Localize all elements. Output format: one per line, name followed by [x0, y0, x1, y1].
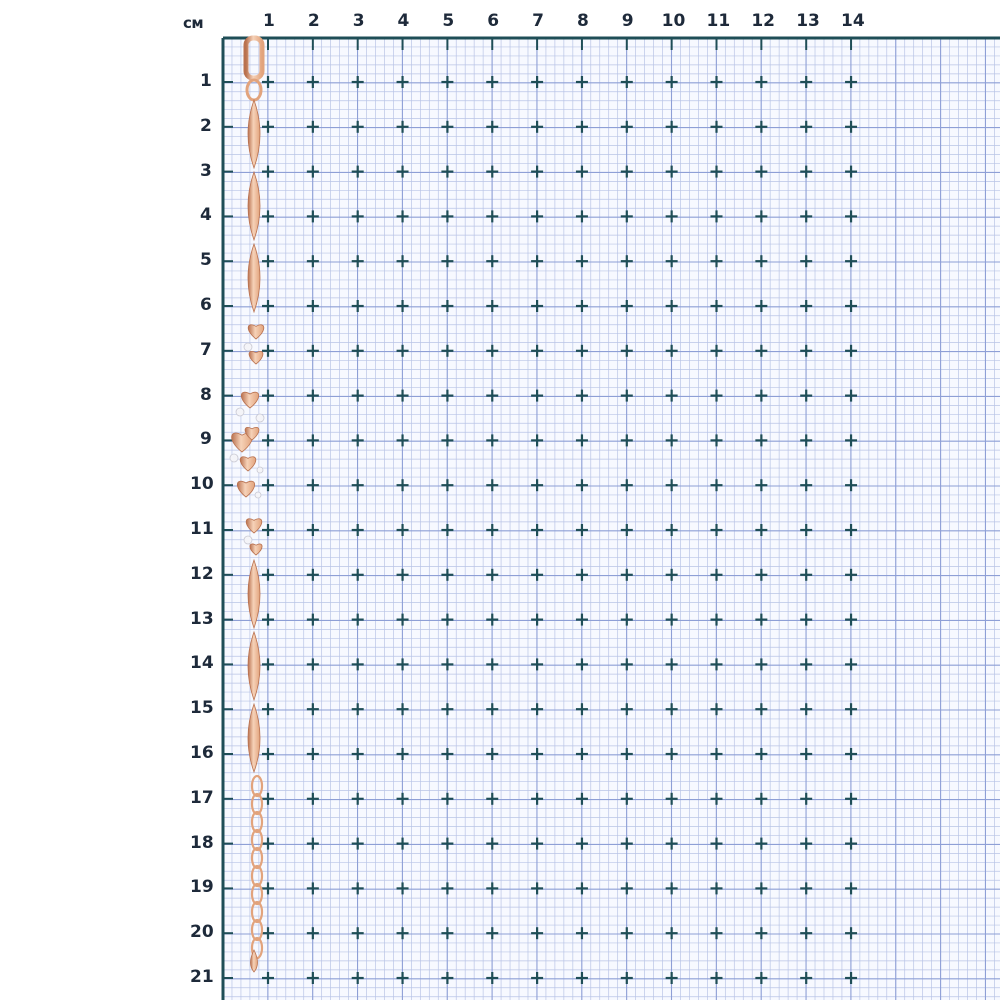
top-axis-number: 5: [442, 11, 455, 31]
left-axis-number: 1: [200, 71, 212, 91]
left-axis-number: 13: [190, 608, 214, 629]
top-axis-number: 13: [796, 11, 820, 31]
left-axis-number: 7: [200, 339, 212, 360]
top-axis-number: 1: [263, 11, 275, 31]
top-axis-number: 8: [576, 11, 589, 31]
top-axis-number: 2: [307, 11, 320, 31]
top-axis-number: 11: [706, 11, 731, 31]
left-axis-number: 6: [200, 295, 212, 315]
crystal-stone: [257, 467, 263, 473]
left-axis-number: 11: [190, 519, 214, 539]
left-axis-number: 9: [200, 429, 212, 450]
top-axis-number: 10: [661, 11, 686, 31]
left-axis-number: 18: [190, 832, 214, 853]
crystal-stone: [255, 492, 261, 498]
left-axis-number: 4: [200, 205, 212, 226]
left-axis-number: 2: [200, 115, 212, 136]
left-axis-number: 15: [190, 698, 214, 719]
left-axis-number: 21: [190, 967, 214, 987]
unit-label: см: [183, 14, 204, 32]
left-axis-number: 3: [200, 160, 212, 181]
crystal-stone: [230, 454, 238, 462]
top-axis-number: 9: [621, 11, 634, 31]
left-axis-number: 5: [200, 250, 212, 271]
crystal-stone: [236, 408, 244, 416]
crystal-stone: [256, 414, 264, 422]
crystal-stone: [244, 536, 252, 544]
left-axis-number: 20: [190, 922, 214, 943]
left-axis-number: 10: [190, 474, 214, 495]
left-axis-number: 12: [190, 563, 214, 584]
crystal-stone: [244, 343, 252, 351]
top-axis-number: 12: [751, 11, 776, 31]
left-axis-number: 16: [190, 743, 214, 763]
top-axis-number: 3: [352, 11, 365, 31]
left-axis-number: 8: [200, 384, 212, 405]
left-axis-number: 19: [190, 877, 214, 898]
top-axis-number: 14: [841, 11, 865, 31]
left-axis-number: 17: [190, 787, 214, 808]
top-axis-number: 7: [532, 11, 544, 31]
top-axis-number: 6: [487, 11, 500, 31]
left-axis-number: 14: [190, 653, 214, 674]
top-axis-number: 4: [397, 11, 410, 31]
